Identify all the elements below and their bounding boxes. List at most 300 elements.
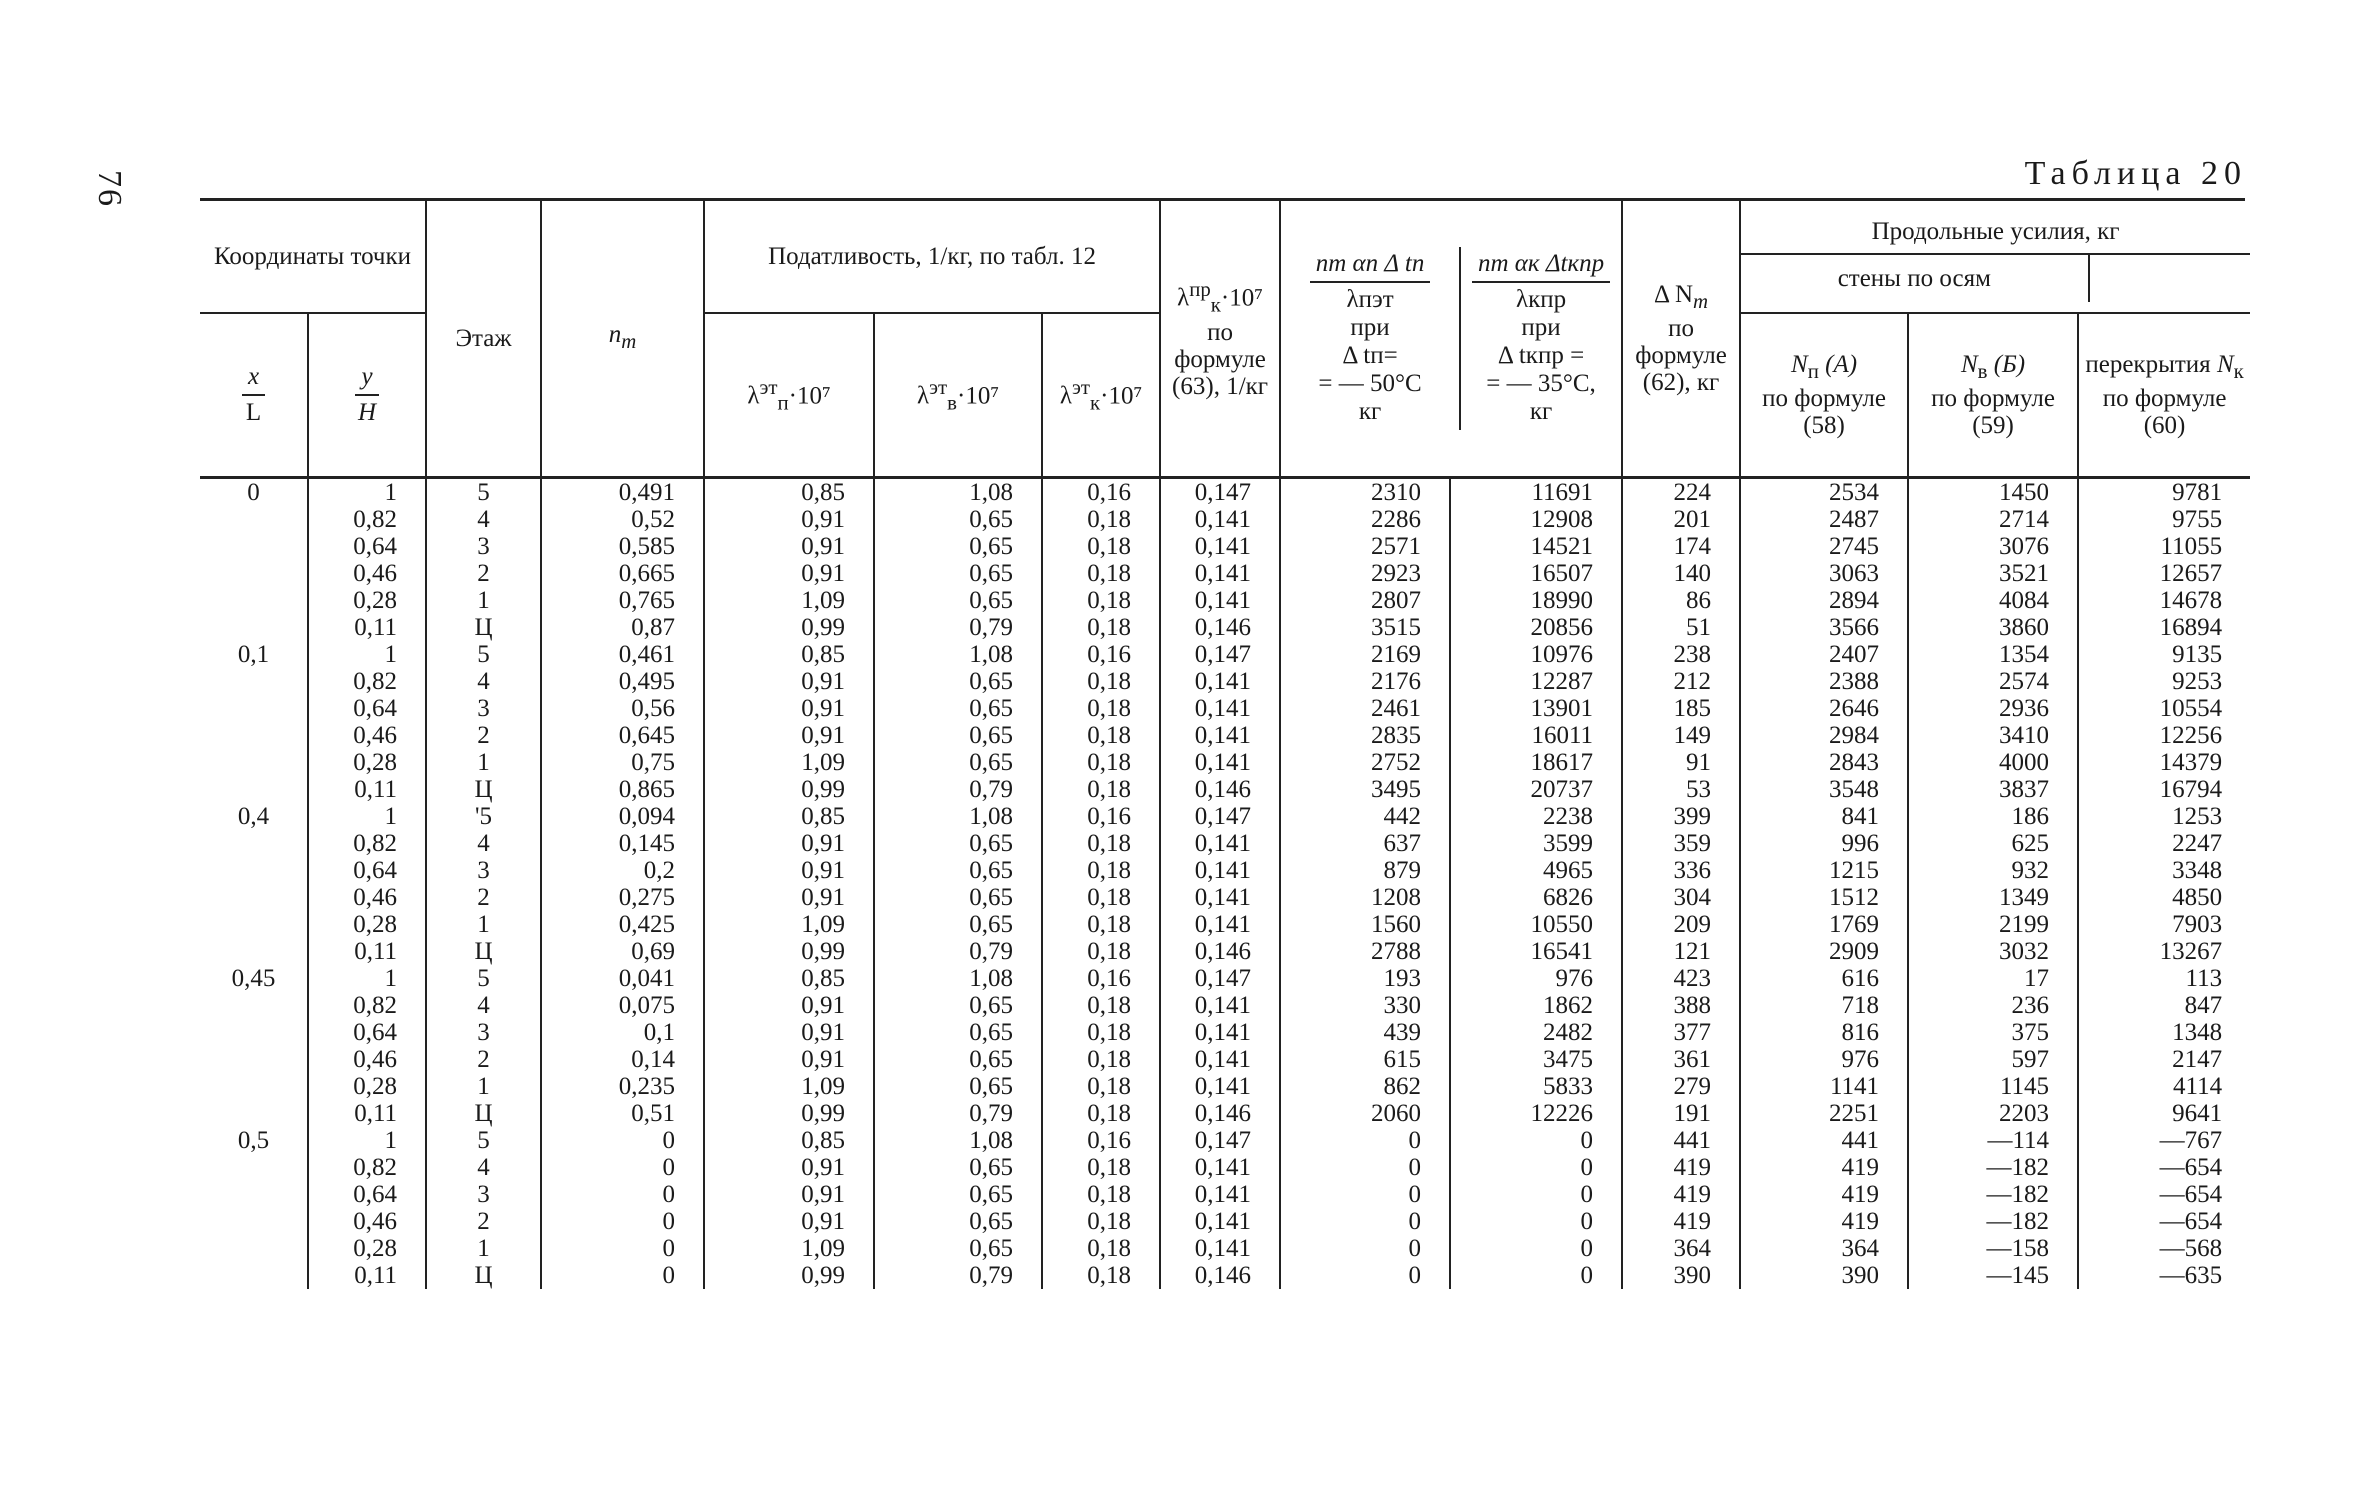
value-cell (1160, 478, 1280, 642)
value-line: 0,11 (354, 614, 398, 641)
value-line: 0,11 (354, 1100, 398, 1127)
value-line: 2199 (1999, 911, 2050, 938)
value-line: —767 (2159, 1127, 2223, 1154)
forces-header: Продольные усилия, кг стены по осям (1740, 200, 2250, 313)
value-line: 279 (1673, 1073, 1712, 1100)
value-line: 16894 (2159, 614, 2223, 641)
value-line: 841 (1841, 803, 1880, 830)
value-line: —114 (1987, 1127, 2050, 1154)
value-cell (1740, 803, 1908, 965)
value-line: —182 (1986, 1208, 2050, 1235)
value-line: 0,141 (1194, 1181, 1252, 1208)
value-line: 0,65 (969, 1154, 1014, 1181)
value-line: 0,146 (1194, 1262, 1252, 1289)
value-line: 0,141 (1194, 695, 1252, 722)
value-line: 1862 (1543, 992, 1594, 1019)
value-line: 0,91 (801, 533, 846, 560)
floor-header: Этаж (426, 200, 541, 478)
value-line: 0,1 (643, 1019, 676, 1046)
value-line: 0,765 (618, 587, 676, 614)
value-line: 201 (1673, 506, 1712, 533)
value-line: 0,18 (1087, 668, 1132, 695)
value-cell (1908, 1127, 2078, 1289)
value-cell (426, 478, 541, 642)
value-cell (426, 641, 541, 803)
value-cell (1280, 641, 1450, 803)
value-line: 0,141 (1194, 857, 1252, 884)
value-line: 0,99 (801, 1262, 846, 1289)
value-line: 12908 (1530, 506, 1594, 533)
value-line: 3837 (1999, 776, 2050, 803)
value-line: 14678 (2159, 587, 2223, 614)
value-line: 0,65 (969, 992, 1014, 1019)
value-cell (308, 478, 426, 642)
value-line: 1,09 (801, 587, 846, 614)
value-cell (541, 1127, 704, 1289)
value-line: 6826 (1543, 884, 1594, 911)
value-line: 0,235 (618, 1073, 676, 1100)
np-header: $N_п$ (A) по формуле (58) (1740, 313, 1908, 478)
value-line: 0,65 (969, 884, 1014, 911)
value-line: 0,141 (1194, 830, 1252, 857)
value-line: 0,79 (969, 938, 1014, 965)
value-line: 2 (477, 1046, 490, 1073)
value-cell (1280, 965, 1450, 1127)
value-line: 0,18 (1087, 1100, 1132, 1127)
value-cell (1450, 1127, 1622, 1289)
value-line: 10976 (1530, 641, 1594, 668)
value-line: 0,65 (969, 830, 1014, 857)
table-row (200, 1127, 2250, 1289)
value-line: 0,65 (969, 587, 1014, 614)
value-cell (2078, 803, 2250, 965)
value-line: 0,18 (1087, 749, 1132, 776)
value-line: 361 (1673, 1046, 1712, 1073)
value-cell (704, 1127, 874, 1289)
value-line: 0,65 (969, 1208, 1014, 1235)
value-line: 0,18 (1087, 1208, 1132, 1235)
value-line: 0,79 (969, 776, 1014, 803)
value-line: 0 (1408, 1235, 1422, 1262)
value-line: 0,65 (969, 1073, 1014, 1100)
value-line: 0,91 (801, 668, 846, 695)
value-line: 16794 (2159, 776, 2223, 803)
value-line: 441 (1841, 1127, 1880, 1154)
value-cell (1160, 1127, 1280, 1289)
value-line: 0,18 (1087, 776, 1132, 803)
value-line: 0,491 (618, 479, 676, 506)
value-line: 0 (1580, 1208, 1594, 1235)
value-line: 2984 (1829, 722, 1880, 749)
value-line: 1,09 (801, 911, 846, 938)
value-line: 0,56 (631, 695, 676, 722)
value-line: 13267 (2159, 938, 2223, 965)
x-cell: 0,1 (200, 641, 308, 803)
value-line: 0,65 (969, 722, 1014, 749)
value-line: 2060 (1371, 1100, 1422, 1127)
value-line: 2 (477, 1208, 490, 1235)
value-line: 0,91 (801, 992, 846, 1019)
value-cell (704, 803, 874, 965)
value-line: 0,16 (1087, 479, 1132, 506)
value-line: 20737 (1530, 776, 1594, 803)
value-line: 390 (1841, 1262, 1880, 1289)
value-line: 4850 (2172, 884, 2223, 911)
value-line: 0,141 (1194, 992, 1252, 1019)
value-line: 1208 (1371, 884, 1422, 911)
nk-header: перекрытия $N_к$ по формуле (60) (2078, 313, 2250, 478)
value-cell (1042, 478, 1160, 642)
value-cell (1622, 965, 1740, 1127)
value-line: 0,18 (1087, 614, 1132, 641)
value-line: 0,99 (801, 1100, 846, 1127)
value-cell (2078, 965, 2250, 1127)
value-line: —568 (2159, 1235, 2223, 1262)
value-line: Ц (474, 938, 493, 965)
value-line: 2286 (1371, 506, 1422, 533)
value-line: 2482 (1543, 1019, 1594, 1046)
value-line: 3 (477, 1019, 490, 1046)
value-line: 2388 (1829, 668, 1880, 695)
x-cell: 0,45 (200, 965, 308, 1127)
value-line: 359 (1673, 830, 1712, 857)
value-cell (1280, 478, 1450, 642)
value-line: 330 (1383, 992, 1422, 1019)
x-header: $\frac{x}{L}$ (200, 313, 308, 478)
value-line: 193 (1383, 965, 1422, 992)
value-line: 0,2 (643, 857, 676, 884)
value-line: 16507 (1530, 560, 1594, 587)
value-line: 0,91 (801, 857, 846, 884)
value-line: 3495 (1371, 776, 1422, 803)
value-line: 9253 (2172, 668, 2223, 695)
value-cell (1908, 641, 2078, 803)
value-line: 0,147 (1194, 641, 1252, 668)
value-line: 0,65 (969, 1181, 1014, 1208)
value-line: 2574 (1999, 668, 2050, 695)
value-line: 2534 (1829, 479, 1880, 506)
value-line: 0,28 (353, 749, 398, 776)
value-line: 191 (1673, 1100, 1712, 1127)
value-line: 1560 (1371, 911, 1422, 938)
value-line: —182 (1986, 1181, 2050, 1208)
value-line: —654 (2159, 1154, 2223, 1181)
value-line: 5833 (1543, 1073, 1594, 1100)
value-line: 0 (1580, 1127, 1594, 1154)
lambda-p-header: $\lambda^{эт}_п\cdot 10^7$ (704, 313, 874, 478)
value-line: 0,79 (969, 1262, 1014, 1289)
value-line: 0,18 (1087, 1073, 1132, 1100)
value-line: 7903 (2172, 911, 2223, 938)
value-line: 0,16 (1087, 965, 1132, 992)
value-line: 0 (1408, 1127, 1422, 1154)
value-line: 0,18 (1087, 695, 1132, 722)
value-line: 2646 (1829, 695, 1880, 722)
value-line: 0,51 (631, 1100, 676, 1127)
value-cell (2078, 1127, 2250, 1289)
value-line: 1 (477, 911, 490, 938)
value-line: Ц (474, 1262, 493, 1289)
value-line: 0,52 (631, 506, 676, 533)
value-line: 0,79 (969, 1100, 1014, 1127)
table-row (200, 965, 2250, 1127)
value-line: 0,16 (1087, 1127, 1132, 1154)
value-line: 0,18 (1087, 1154, 1132, 1181)
value-line: 9641 (2172, 1100, 2223, 1127)
value-line: 0,141 (1194, 560, 1252, 587)
value-line: 0,041 (618, 965, 676, 992)
value-line: 879 (1383, 857, 1422, 884)
value-line: 0,275 (618, 884, 676, 911)
value-line: 1 (477, 749, 490, 776)
value-line: 0,99 (801, 938, 846, 965)
value-line: 364 (1841, 1235, 1880, 1262)
dn-header: Δ $N_m$ по формуле (62), кг (1622, 200, 1740, 478)
value-cell (2078, 478, 2250, 642)
value-line: 0,141 (1194, 533, 1252, 560)
value-line: 17 (2024, 965, 2050, 992)
value-line: 2 (477, 884, 490, 911)
value-line: 0,65 (969, 560, 1014, 587)
value-line: 0,99 (801, 614, 846, 641)
value-cell (1740, 965, 1908, 1127)
value-line: 0 (1580, 1262, 1594, 1289)
value-line: 2571 (1371, 533, 1422, 560)
value-line: 0,65 (969, 857, 1014, 884)
value-line: 12287 (1530, 668, 1594, 695)
value-cell (1622, 478, 1740, 642)
value-line: '5 (475, 803, 493, 830)
value-cell (874, 478, 1042, 642)
value-line: 3515 (1371, 614, 1422, 641)
value-line: 1145 (1999, 1073, 2050, 1100)
value-line: 441 (1673, 1127, 1712, 1154)
value-line: 3410 (1999, 722, 2050, 749)
value-line: 12226 (1530, 1100, 1594, 1127)
value-line: 2169 (1371, 641, 1422, 668)
value-cell (308, 641, 426, 803)
value-line: 423 (1673, 965, 1712, 992)
value-line: 0,85 (801, 1127, 846, 1154)
value-line: 1 (477, 1073, 490, 1100)
value-line: 2176 (1371, 668, 1422, 695)
value-line: 0,91 (801, 884, 846, 911)
value-line: 3 (477, 695, 490, 722)
value-line: 0,495 (618, 668, 676, 695)
value-line: 0,91 (801, 560, 846, 587)
value-cell (1042, 965, 1160, 1127)
value-cell (1908, 478, 2078, 642)
page-number: 76 (91, 170, 128, 208)
value-line: 0,65 (969, 1019, 1014, 1046)
value-line: 140 (1673, 560, 1712, 587)
value-cell (1042, 1127, 1160, 1289)
value-line: 4 (477, 992, 490, 1019)
value-cell (1622, 1127, 1740, 1289)
value-cell (1042, 641, 1160, 803)
value-cell (874, 1127, 1042, 1289)
value-line: 212 (1673, 668, 1712, 695)
value-line: 0,11 (354, 776, 398, 803)
value-line: 0,46 (353, 884, 398, 911)
value-line: 3 (477, 857, 490, 884)
table-row (200, 478, 2250, 642)
value-line: 0,64 (353, 1181, 398, 1208)
value-line: 2752 (1371, 749, 1422, 776)
value-line: 2 (477, 722, 490, 749)
value-line: 209 (1673, 911, 1712, 938)
value-line: 186 (2011, 803, 2050, 830)
value-line: 0,46 (353, 1046, 398, 1073)
value-line: —654 (2159, 1208, 2223, 1235)
value-line: 13901 (1530, 695, 1594, 722)
value-line: 388 (1673, 992, 1712, 1019)
value-cell (426, 803, 541, 965)
value-line: 0,65 (969, 506, 1014, 533)
value-line: 86 (1686, 587, 1712, 614)
value-line: 1,09 (801, 749, 846, 776)
table-body (200, 478, 2250, 1290)
value-line: 0,65 (969, 668, 1014, 695)
value-cell (1622, 803, 1740, 965)
value-line: 16541 (1530, 938, 1594, 965)
value-line: 1348 (2172, 1019, 2223, 1046)
value-line: 377 (1673, 1019, 1712, 1046)
value-line: 625 (2011, 830, 2050, 857)
value-line: 2909 (1829, 938, 1880, 965)
nv-header: $N_в$ (Б) по формуле (59) (1908, 313, 2078, 478)
value-cell (1908, 965, 2078, 1127)
value-line: 0,18 (1087, 992, 1132, 1019)
value-line: 0 (1580, 1235, 1594, 1262)
value-line: 91 (1686, 749, 1712, 776)
table-row (200, 641, 2250, 803)
value-cell (1450, 478, 1622, 642)
value-cell (1740, 478, 1908, 642)
value-line: 4 (477, 506, 490, 533)
value-cell (308, 965, 426, 1127)
value-cell (1042, 803, 1160, 965)
value-line: 238 (1673, 641, 1712, 668)
value-line: 20856 (1530, 614, 1594, 641)
value-line: 14379 (2159, 749, 2223, 776)
value-line: 0,141 (1194, 668, 1252, 695)
value-line: 9755 (2172, 506, 2223, 533)
value-line: —158 (1986, 1235, 2050, 1262)
value-line: 0,141 (1194, 587, 1252, 614)
value-line: 0,141 (1194, 1046, 1252, 1073)
value-line: 3076 (1999, 533, 2050, 560)
value-line: 0,585 (618, 533, 676, 560)
value-line: 0,18 (1087, 1019, 1132, 1046)
value-line: 0,141 (1194, 722, 1252, 749)
value-line: 0,665 (618, 560, 676, 587)
value-line: 0,18 (1087, 911, 1132, 938)
value-line: 0,99 (801, 776, 846, 803)
value-line: 0,147 (1194, 803, 1252, 830)
x-cell: 0 (200, 478, 308, 642)
value-line: 3521 (1999, 560, 2050, 587)
value-cell (541, 803, 704, 965)
value-line: 0,46 (353, 1208, 398, 1235)
value-line: 0,141 (1194, 506, 1252, 533)
value-line: 121 (1673, 938, 1712, 965)
value-line: 0,85 (801, 803, 846, 830)
value-line: 1,08 (969, 803, 1014, 830)
value-line: 0,91 (801, 1181, 846, 1208)
value-line: 932 (2011, 857, 2050, 884)
value-line: 2147 (2172, 1046, 2223, 1073)
value-line: 2 (477, 560, 490, 587)
value-line: 1 (384, 479, 398, 506)
value-line: 4 (477, 830, 490, 857)
value-line: 1,08 (969, 965, 1014, 992)
value-line: —635 (2159, 1262, 2223, 1289)
value-line: 2203 (1999, 1100, 2050, 1127)
value-line: 0,85 (801, 965, 846, 992)
value-line: 364 (1673, 1235, 1712, 1262)
value-line: 3860 (1999, 614, 2050, 641)
value-line: 996 (1841, 830, 1880, 857)
value-line: 862 (1383, 1073, 1422, 1100)
value-line: 1,08 (969, 1127, 1014, 1154)
value-line: 2461 (1371, 695, 1422, 722)
value-line: 0,65 (969, 695, 1014, 722)
value-line: 0,91 (801, 722, 846, 749)
value-line: 615 (1383, 1046, 1422, 1073)
value-cell (1160, 641, 1280, 803)
value-line: 18617 (1530, 749, 1594, 776)
value-line: 0,18 (1087, 938, 1132, 965)
value-line: 976 (1555, 965, 1594, 992)
value-line: 10550 (1530, 911, 1594, 938)
value-line: 0,145 (618, 830, 676, 857)
value-cell (1450, 641, 1622, 803)
value-line: 0,91 (801, 1019, 846, 1046)
value-line: 5 (477, 1127, 490, 1154)
value-line: 53 (1686, 776, 1712, 803)
value-line: 1512 (1829, 884, 1880, 911)
value-line: 0,18 (1087, 533, 1132, 560)
value-cell (1740, 1127, 1908, 1289)
value-line: 2487 (1829, 506, 1880, 533)
value-line: 18990 (1530, 587, 1594, 614)
value-line: 0,28 (353, 1235, 398, 1262)
value-cell (308, 1127, 426, 1289)
value-line: 11055 (2160, 533, 2223, 560)
value-line: 0,28 (353, 911, 398, 938)
value-line: 442 (1383, 803, 1422, 830)
value-line: Ц (474, 776, 493, 803)
value-line: 0,64 (353, 533, 398, 560)
value-cell (874, 641, 1042, 803)
value-cell (874, 965, 1042, 1127)
value-line: 0,64 (353, 695, 398, 722)
value-line: 2310 (1371, 479, 1422, 506)
value-line: 3032 (1999, 938, 2050, 965)
value-line: 0,16 (1087, 803, 1132, 830)
value-line: 236 (2011, 992, 2050, 1019)
value-line: 0,28 (353, 587, 398, 614)
value-line: 4000 (1999, 749, 2050, 776)
value-line: 439 (1383, 1019, 1422, 1046)
value-line: 0,18 (1087, 587, 1132, 614)
value-line: 12657 (2159, 560, 2223, 587)
value-line: 5 (477, 479, 490, 506)
value-line: 1 (384, 641, 398, 668)
value-line: 0,18 (1087, 1235, 1132, 1262)
value-line: 4084 (1999, 587, 2050, 614)
